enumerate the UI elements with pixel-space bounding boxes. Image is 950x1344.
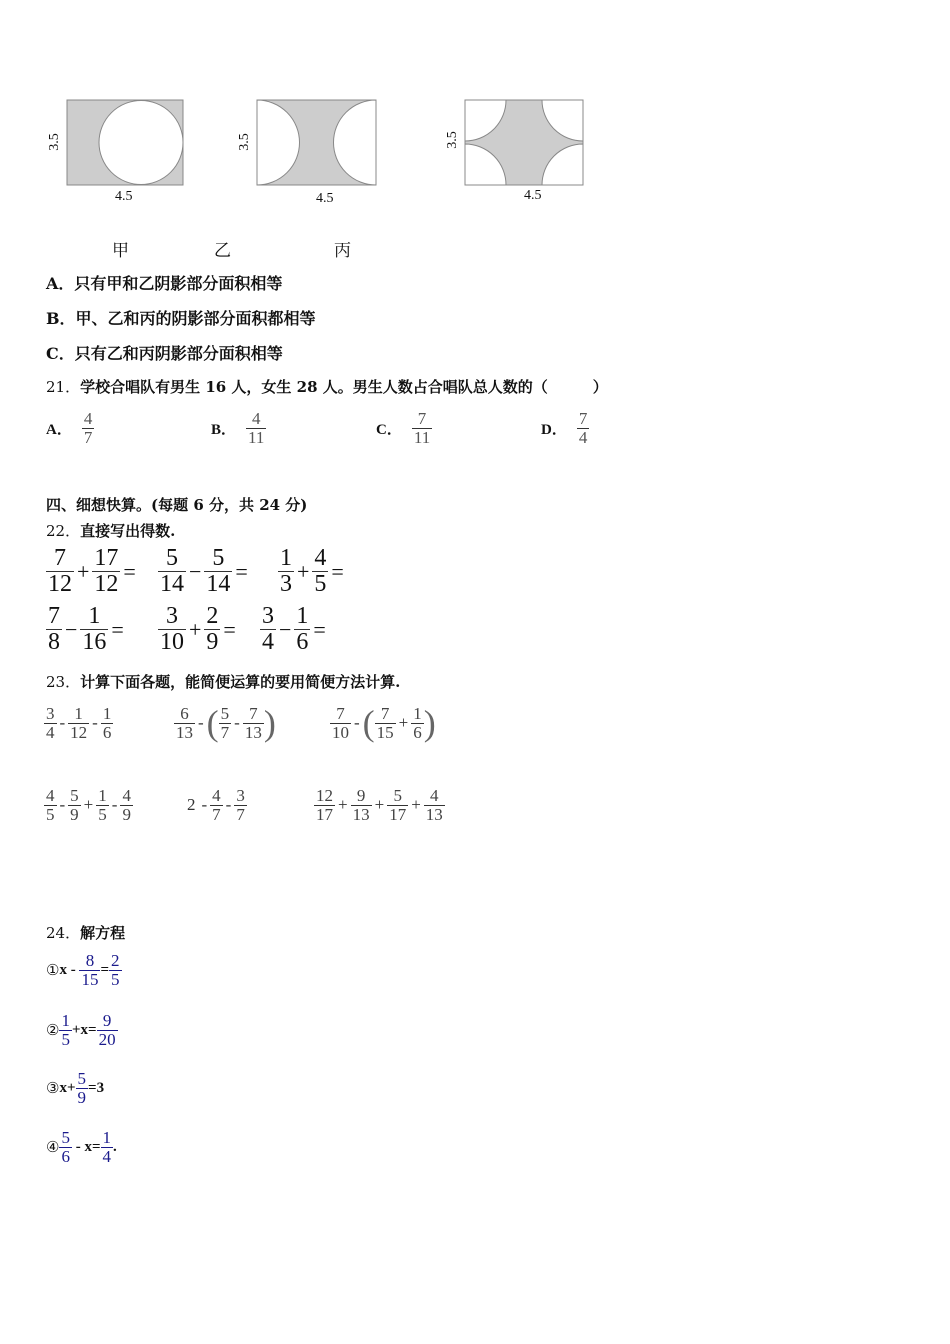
fraction [109, 952, 122, 989]
denominator: 14 [160, 571, 184, 598]
denominator: 9 [70, 804, 79, 824]
fraction [59, 1129, 72, 1166]
fraction [101, 1129, 114, 1166]
math-symbol: + [411, 795, 421, 815]
math-symbol: ③ [46, 1080, 60, 1097]
fraction [120, 787, 133, 824]
fraction [158, 546, 186, 597]
math-symbol: = [223, 616, 236, 642]
denominator: 12 [70, 722, 88, 742]
numerator: 9 [356, 786, 366, 805]
option-label: C． [46, 344, 75, 363]
question-text: 学校合唱队有男生 16 人，女生 28 人。男生人数占合唱队总人数的（ ） [80, 378, 608, 396]
math-symbol: - x= [71, 1138, 101, 1155]
fraction [204, 604, 220, 655]
denominator: 16 [82, 629, 107, 656]
math-symbol: x+ [59, 1079, 76, 1096]
numerator: 4 [46, 786, 55, 805]
fraction [243, 705, 264, 742]
denominator: 9 [122, 804, 131, 824]
denominator: 4 [102, 1146, 111, 1166]
denominator: 14 [206, 571, 231, 598]
denominator: 6 [413, 722, 422, 742]
numerator: 5 [212, 545, 225, 571]
math-symbol: - [59, 795, 66, 815]
denominator: 9 [77, 1087, 87, 1107]
math-symbol: ④ [46, 1139, 60, 1156]
q21-option-d[interactable] [541, 410, 589, 447]
denominator: 15 [81, 969, 99, 989]
q22-expr-4 [46, 604, 127, 655]
numerator: 8 [85, 951, 95, 970]
math-symbol: + [338, 795, 348, 815]
math-symbol: x [59, 961, 67, 978]
numerator: 1 [102, 704, 112, 723]
math-symbol: - [354, 713, 360, 733]
yi-height-label: 3.5 [236, 133, 252, 151]
math-symbol: + [77, 558, 90, 584]
numerator: 7 [578, 409, 588, 428]
numerator: 1 [413, 704, 422, 723]
fraction [330, 705, 351, 742]
denominator: 5 [314, 571, 327, 598]
q24-equation-1 [46, 952, 122, 989]
q24-equation-4 [46, 1129, 117, 1166]
fraction [44, 705, 57, 742]
denominator: 5 [61, 1029, 70, 1049]
math-symbol: 2 [187, 795, 196, 815]
math-symbol: = [331, 558, 344, 584]
fraction [294, 604, 310, 655]
q20-option-c[interactable] [46, 341, 283, 364]
question-text: 解方程 [80, 924, 126, 942]
math-symbol: − [65, 616, 78, 642]
math-symbol: = [111, 616, 124, 642]
math-symbol: + [83, 795, 94, 815]
question-number: 22． [46, 522, 81, 540]
math-symbol: - [225, 795, 232, 815]
numerator: 7 [48, 603, 60, 629]
section-4-title: 四、细想快算。(每题 6 分，共 24 分) [46, 496, 308, 514]
numerator: 7 [249, 704, 258, 723]
q20-option-a[interactable] [46, 271, 282, 294]
denominator: 12 [48, 571, 72, 598]
math-symbol: + [297, 558, 310, 584]
denominator: 17 [316, 804, 333, 824]
numerator: 1 [74, 704, 83, 723]
figure-name-bing: 丙 [334, 241, 351, 261]
denominator: 11 [248, 427, 265, 447]
numerator: 4 [251, 409, 261, 428]
right-paren: ) [263, 703, 276, 744]
fraction [68, 787, 81, 824]
left-paren: ( [362, 703, 375, 744]
figure-bing [438, 92, 598, 212]
numerator: 7 [54, 545, 66, 571]
denominator: 4 [262, 629, 274, 656]
fraction [424, 787, 445, 824]
numerator: 5 [166, 545, 178, 571]
jia-width-label: 4.5 [115, 189, 133, 204]
left-paren: ( [206, 703, 219, 744]
math-symbol: - [198, 713, 204, 733]
numerator: 12 [316, 786, 333, 805]
fraction [44, 787, 57, 824]
fraction [219, 705, 232, 742]
denominator: 13 [244, 722, 262, 742]
denominator: 7 [236, 804, 245, 824]
denominator: 7 [220, 722, 230, 742]
math-symbol: = [100, 961, 110, 978]
math-symbol: - [201, 795, 208, 815]
right-paren: ) [423, 703, 436, 744]
denominator: 4 [46, 722, 55, 742]
denominator: 6 [61, 1146, 70, 1166]
q22-expr-1 [46, 546, 139, 597]
numerator: 4 [122, 786, 131, 805]
numerator: 7 [336, 704, 345, 723]
denominator: 5 [98, 804, 107, 824]
fraction [234, 787, 247, 824]
figure-yi-svg [230, 92, 390, 212]
q21-option-b[interactable] [211, 410, 266, 447]
option-text: 只有甲和乙阴影部分面积相等 [74, 274, 283, 293]
option-label: A． [46, 274, 75, 293]
numerator: 3 [236, 786, 245, 805]
fraction [375, 705, 396, 742]
numerator: 5 [70, 786, 79, 805]
denominator: 3 [280, 571, 292, 598]
q23-expr-6 [314, 787, 445, 824]
fraction [68, 705, 89, 742]
q22-stem [46, 520, 175, 541]
denominator: 13 [176, 722, 193, 742]
math-symbol: − [279, 616, 292, 642]
math-symbol: - [234, 713, 240, 733]
math-symbol: =3 [88, 1079, 105, 1096]
numerator: 1 [61, 1011, 70, 1030]
jia-circle [99, 101, 183, 185]
math-symbol: . [113, 1138, 117, 1155]
question-number: 24． [46, 924, 81, 942]
numerator: 5 [393, 786, 402, 805]
q23-expr-2 [174, 705, 276, 742]
option-label: A． [46, 421, 72, 438]
fraction [46, 546, 74, 597]
figure-yi [230, 92, 390, 212]
numerator: 4 [212, 786, 221, 805]
numerator: 3 [262, 603, 274, 629]
denominator: 8 [48, 629, 60, 656]
numerator: 7 [417, 409, 427, 428]
denominator: 17 [389, 804, 407, 824]
question-text: 直接写出得数. [80, 522, 176, 540]
fraction [174, 705, 195, 742]
math-symbol: = [123, 558, 136, 584]
numerator: 5 [77, 1069, 87, 1088]
denominator: 4 [578, 427, 588, 447]
option-fraction [577, 410, 590, 447]
bing-height-label: 3.5 [444, 131, 460, 149]
fraction [80, 604, 108, 655]
fraction [96, 787, 109, 824]
denominator: 13 [352, 804, 370, 824]
denominator: 10 [160, 629, 184, 656]
numerator: 3 [46, 704, 55, 723]
option-label: B． [211, 421, 237, 438]
denominator: 5 [111, 969, 120, 989]
option-label: B． [46, 309, 76, 328]
fraction [260, 604, 276, 655]
fraction [46, 604, 62, 655]
fraction [387, 787, 408, 824]
jia-height-label: 3.5 [46, 133, 62, 151]
question-text: 计算下面各题，能简便运算的要用简便方法计算. [80, 673, 401, 691]
numerator: 1 [98, 786, 107, 805]
fraction [314, 787, 335, 824]
fraction [158, 604, 186, 655]
denominator: 5 [46, 804, 55, 824]
q23-stem [46, 671, 400, 692]
math-symbol: + [189, 616, 202, 642]
q23-expr-3 [330, 705, 436, 742]
denominator: 10 [332, 722, 349, 742]
math-symbol: - [59, 713, 66, 733]
math-symbol: − [189, 558, 202, 584]
option-fraction [82, 410, 95, 447]
q22-expr-5 [158, 604, 239, 655]
numerator: 9 [102, 1011, 112, 1030]
numerator: 1 [296, 603, 309, 629]
math-symbol: = [235, 558, 248, 584]
option-fraction [412, 410, 432, 447]
math-symbol: = [313, 616, 326, 642]
math-symbol: ② [46, 1022, 60, 1039]
numerator: 1 [280, 545, 292, 571]
denominator: 13 [425, 804, 443, 824]
q22-expr-6 [260, 604, 329, 655]
q22-expr-3 [278, 546, 347, 597]
q23-expr-1 [44, 705, 113, 742]
math-symbol: - [92, 713, 98, 733]
denominator: 15 [376, 722, 394, 742]
numerator: 3 [166, 603, 178, 629]
q22-expr-2 [158, 546, 251, 597]
denominator: 12 [94, 571, 119, 598]
fraction [411, 705, 424, 742]
fraction [76, 1070, 89, 1107]
denominator: 6 [102, 722, 112, 742]
bing-width-label: 4.5 [524, 188, 542, 203]
math-symbol: + [374, 795, 385, 815]
option-text: 只有乙和丙阴影部分面积相等 [74, 344, 283, 363]
fraction [97, 1012, 118, 1049]
q20-option-b[interactable] [46, 306, 316, 329]
option-label: D． [541, 421, 567, 438]
math-symbol: ① [46, 962, 60, 979]
q24-equation-2 [46, 1012, 118, 1049]
figure-jia [40, 92, 200, 212]
denominator: 6 [296, 629, 309, 656]
figure-name-jia: 甲 [112, 241, 129, 261]
math-symbol: - [111, 795, 118, 815]
q23-expr-4 [44, 787, 133, 824]
numerator: 4 [83, 409, 93, 428]
yi-width-label: 4.5 [316, 191, 334, 206]
figure-name-yi: 乙 [214, 241, 231, 261]
q21-option-c[interactable] [376, 410, 432, 447]
option-fraction [246, 410, 266, 447]
fraction [101, 705, 114, 742]
math-symbol: + [398, 713, 409, 733]
question-number: 21． [46, 378, 81, 396]
fraction [312, 546, 328, 597]
q21-stem [46, 376, 608, 397]
numerator: 5 [220, 704, 230, 723]
denominator: 9 [206, 629, 219, 656]
q24-stem [46, 922, 125, 943]
fraction [79, 952, 100, 989]
numerator: 2 [206, 603, 219, 629]
numerator: 17 [94, 545, 119, 571]
q24-equation-3 [46, 1070, 104, 1107]
fraction [351, 787, 372, 824]
numerator: 2 [111, 951, 120, 970]
denominator: 11 [413, 427, 431, 447]
denominator: 7 [83, 427, 93, 447]
numerator: 6 [180, 704, 189, 723]
denominator: 20 [98, 1029, 116, 1049]
option-text: 甲、乙和丙的阴影部分面积都相等 [75, 309, 316, 328]
fraction [210, 787, 223, 824]
numerator: 4 [430, 786, 439, 805]
numerator: 1 [102, 1128, 111, 1147]
fraction [204, 546, 232, 597]
question-number: 23． [46, 673, 81, 691]
numerator: 5 [61, 1128, 70, 1147]
fraction [59, 1012, 72, 1049]
fraction [92, 546, 120, 597]
math-symbol: - [66, 961, 80, 978]
figure-bing-svg [438, 92, 598, 212]
numerator: 4 [314, 545, 327, 571]
numerator: 1 [88, 603, 101, 629]
q21-option-a[interactable] [46, 410, 94, 447]
math-symbol: +x= [71, 1021, 97, 1038]
option-label: C． [376, 421, 402, 438]
denominator: 7 [212, 804, 221, 824]
q23-expr-5 [184, 787, 247, 824]
numerator: 7 [380, 704, 390, 723]
fraction [278, 546, 294, 597]
